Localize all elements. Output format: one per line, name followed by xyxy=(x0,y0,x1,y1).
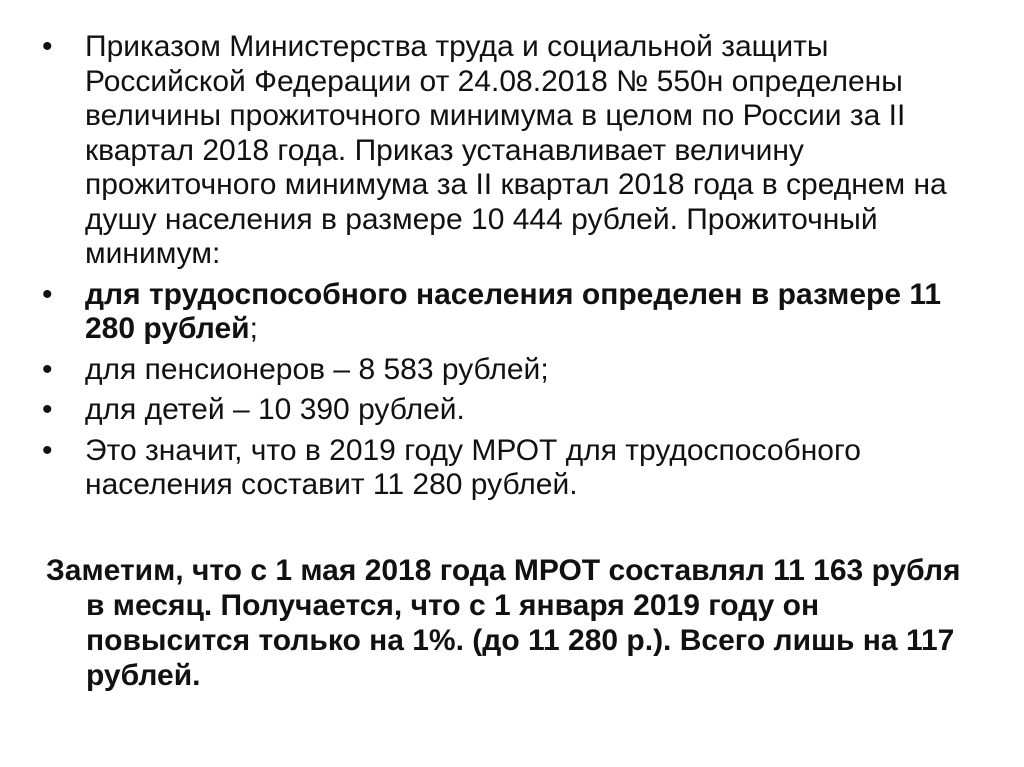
bullet-text: Приказом Министерства труда и социальной защиты Российской Федерации от 24.08.2018 № 550н определены величины прожиточного минимума в целом по России за II квартал 2018 года. Приказ устанавливает величину прожиточного минимума за II квартал 2018 года в среднем на душу населения в размере 10 444 рублей. Прожиточный минимум: xyxy=(85,30,947,270)
bullet-bold-text: для трудоспособного населения определен в размере 11 280 рублей xyxy=(85,277,942,345)
bullet-item-children xyxy=(40,393,990,428)
bullet-text xyxy=(85,278,990,347)
bullet-item-working-population xyxy=(40,278,990,347)
conclusion-paragraph xyxy=(46,553,976,693)
bullet-marker: • xyxy=(42,352,53,386)
bullet-marker: • xyxy=(42,433,53,467)
bullet-tail: ; xyxy=(249,312,258,345)
bullet-list xyxy=(40,30,990,509)
bullet-marker: • xyxy=(42,393,53,426)
bullet-item-pensioners xyxy=(40,353,990,388)
bullet-text: Это значит, что в 2019 году МРОТ для трудоспособного населения составит 11 280 рублей. xyxy=(85,433,861,501)
bullet-marker: • xyxy=(42,277,53,311)
bullet-item-mrot-2019 xyxy=(40,434,990,503)
bullet-text: для детей – 10 390 рублей. xyxy=(85,393,465,426)
bullet-item-order xyxy=(40,30,990,272)
bullet-marker: • xyxy=(42,30,53,63)
bullet-text: для пенсионеров – 8 583 рублей; xyxy=(85,352,549,386)
conclusion-text: Заметим, что с 1 мая 2018 года МРОТ составлял 11 163 рубля в месяц. Получается, что с 1 января 2019 году он повысится только на 1%. (до 11 280 р.). Всего лишь на 117 рублей. xyxy=(46,554,961,692)
